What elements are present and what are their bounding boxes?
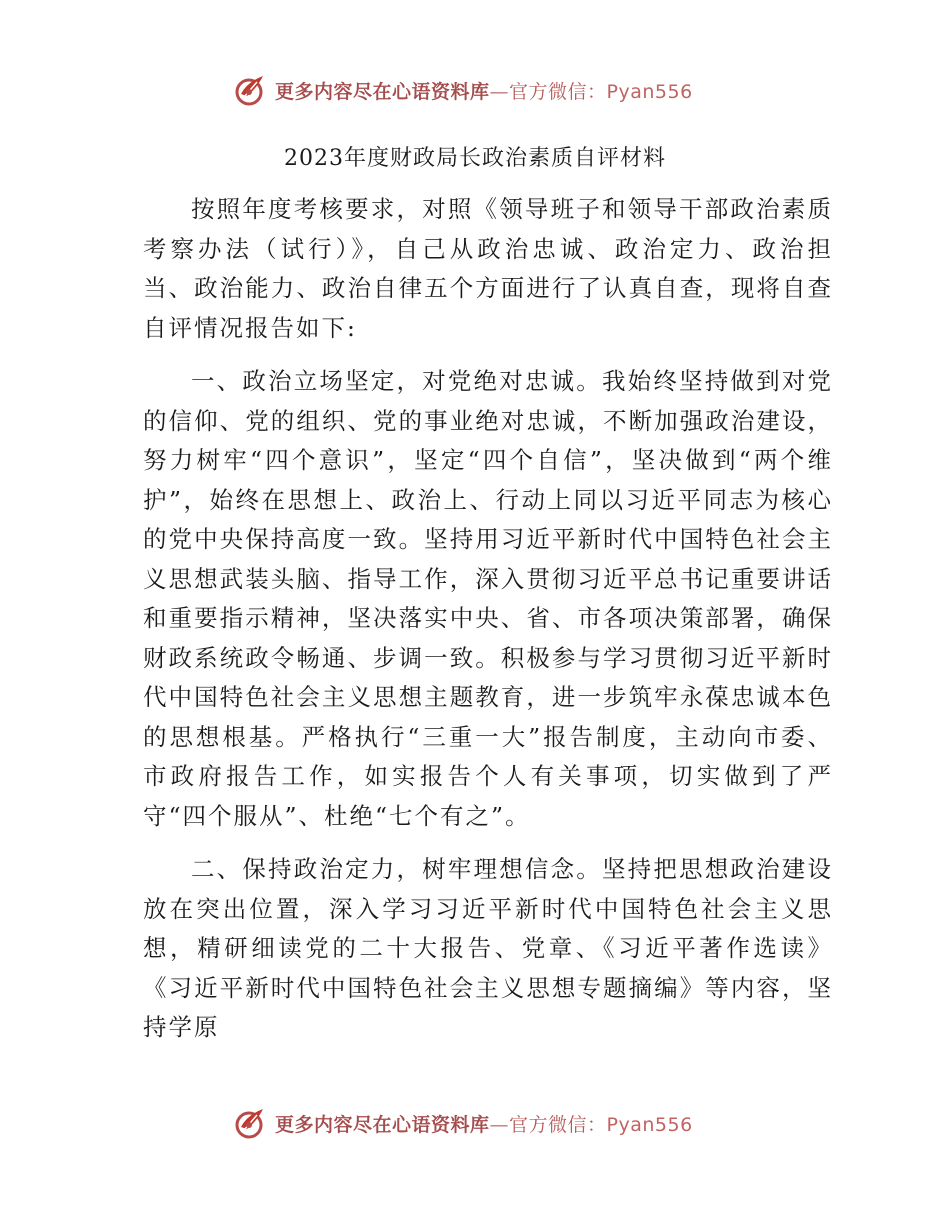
header-watermark-banner — [233, 70, 693, 110]
paragraph-intro: 按照年度考核要求，对照《领导班子和领导干部政治素质考察办法（试行）》，自己从政治忠诚、政治定力、政治担当、政治能力、政治自律五个方面进行了认真自查，现将自查自评情况报告如下: — [143, 195, 833, 342]
watermark-wechat-label: 官方微信： — [509, 80, 607, 103]
watermark-separator: — — [489, 1113, 510, 1136]
document-body — [143, 190, 833, 1062]
paragraph-section-two: 二、保持政治定力，树牢理想信念。坚持把思想政治建设放在突出位置，深入学习习近平新时代中国特色社会主义思想，精研细读党的二十大报告、党章、《习近平著作选读》《习近平新时代中国特色社会主义思想专题摘编》等内容，坚持学原 — [143, 855, 833, 1041]
quill-pen-logo-icon — [233, 72, 269, 108]
watermark-title: 更多内容尽在心语资料库 — [275, 1113, 490, 1136]
watermark-wechat-label: 官方微信： — [509, 1113, 607, 1136]
footer-watermark-banner — [233, 1103, 693, 1143]
paragraph-section-one: 一、政治立场坚定，对党绝对忠诚。我始终坚持做到对党的信仰、党的组织、党的事业绝对忠诚，不断加强政治建设，努力树牢“四个意识”，坚定“四个自信”，坚决做到“两个维护”，始终在思想上、政治上、行动上同以习近平同志为核心的党中央保持高度一致。坚持用习近平新时代中国特色社会主义思想武装头脑、指导工作，深入贯彻习近平总书记重要讲话和重要指示精神，坚决落实中央、省、市各项决策部署，确保财政系统政令畅通、步调一致。积极参与学习贯彻习近平新时代中国特色社会主义思想主题教育，进一步筑牢永葆忠诚本色的思想根基。严格执行“三重一大”报告制度，主动向市委、市政府报告工作，如实报告个人有关事项，切实做到了严守“四个服从”、杜绝“七个有之”。 — [143, 367, 833, 830]
watermark-wechat-id: Pyan556 — [606, 1113, 693, 1136]
watermark-wechat-id: Pyan556 — [606, 80, 693, 103]
watermark-title: 更多内容尽在心语资料库 — [275, 80, 490, 103]
watermark-text — [275, 1110, 693, 1137]
watermark-text — [275, 77, 693, 104]
quill-pen-logo-icon — [233, 1105, 269, 1141]
watermark-separator: — — [489, 80, 510, 103]
document-title: 2023年度财政局长政治素质自评材料 — [284, 146, 666, 171]
